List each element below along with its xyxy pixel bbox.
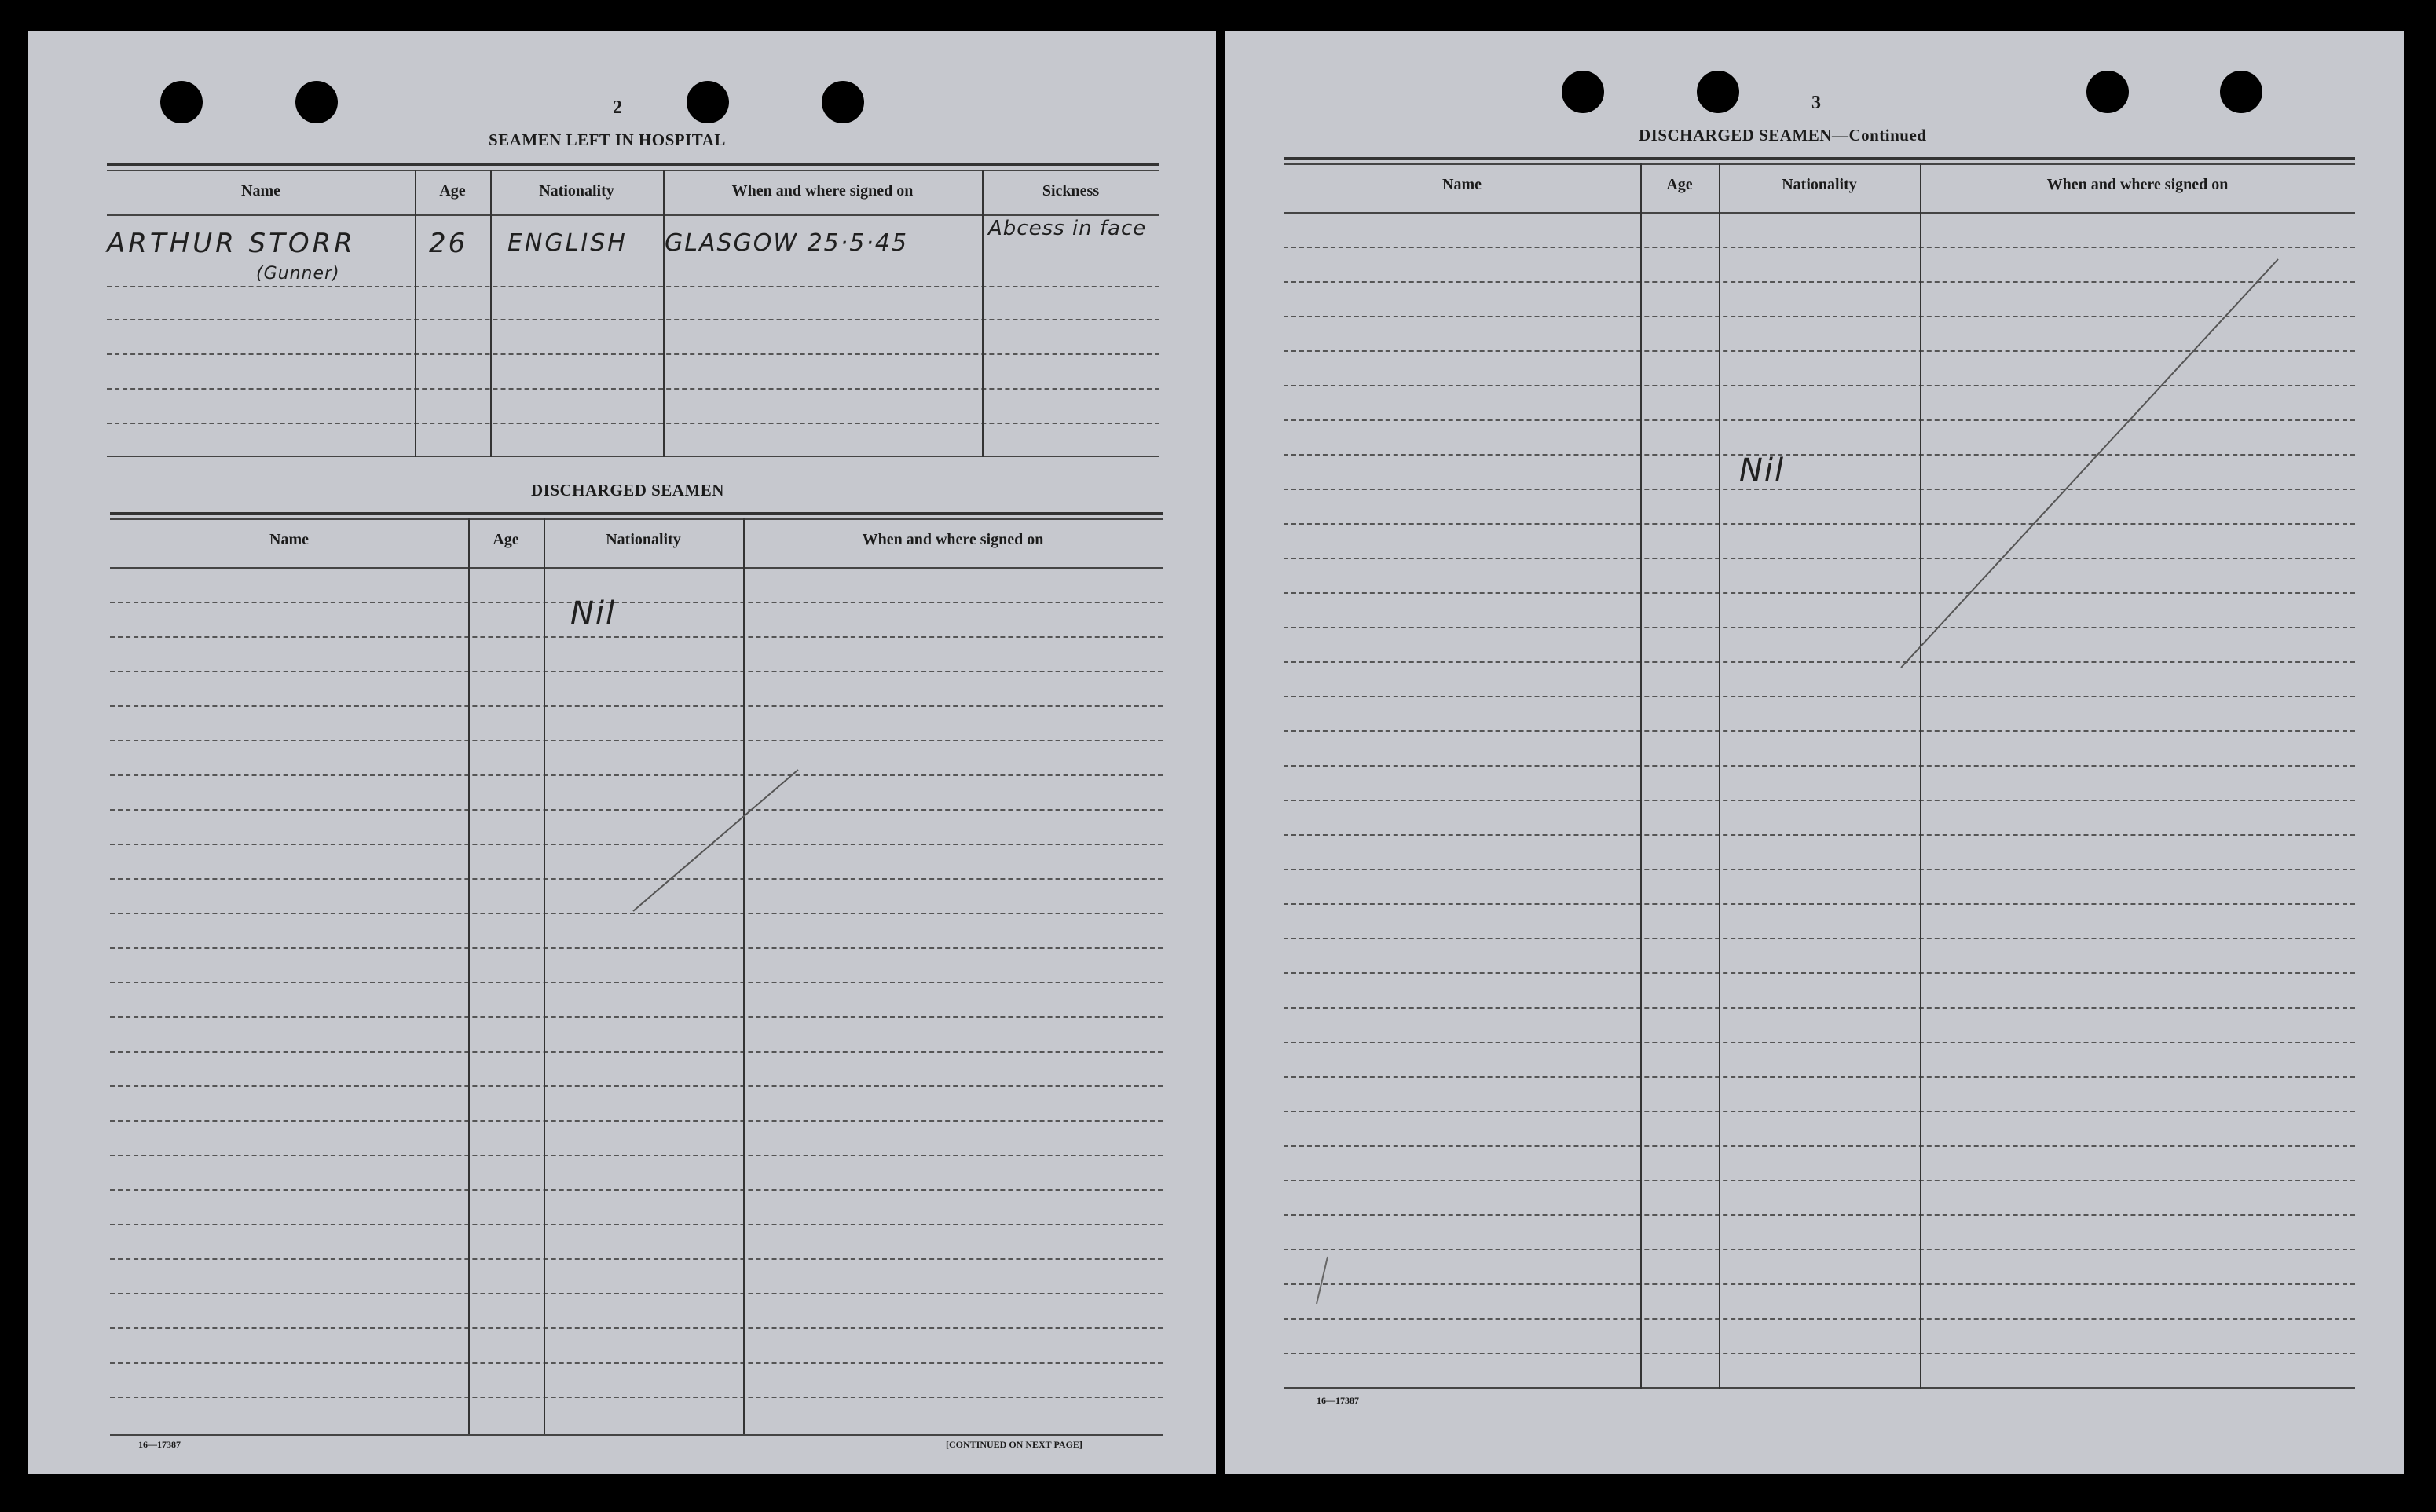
- form-number: 16—17387: [1317, 1395, 1359, 1406]
- handwritten-nil: Nil: [570, 595, 617, 632]
- col-header-sickness: Sickness: [1042, 182, 1100, 200]
- col-header-nationality: Nationality: [1782, 176, 1857, 193]
- col-header-nationality: Nationality: [539, 182, 614, 200]
- form-number: 16—17387: [138, 1439, 181, 1450]
- col-header-signed-on: When and where signed on: [2046, 176, 2229, 193]
- seaman-nationality: ENGLISH: [507, 229, 628, 257]
- discharged-continued-title: DISCHARGED SEAMEN—Continued: [1639, 126, 1927, 145]
- cancel-stroke: [1225, 31, 2404, 1474]
- left-page: [28, 31, 1216, 1474]
- discharged-section-title: DISCHARGED SEAMEN: [531, 481, 724, 500]
- col-header-age: Age: [493, 531, 519, 548]
- handwritten-nil: Nil: [1739, 452, 1786, 489]
- col-header-signed-on: When and where signed on: [731, 182, 914, 200]
- page-number: 3: [1811, 93, 1821, 113]
- seaman-name: ARTHUR STORR: [107, 228, 356, 259]
- cancel-stroke: [28, 31, 1216, 1474]
- col-header-name: Name: [269, 531, 309, 548]
- col-header-name: Name: [1442, 176, 1482, 193]
- seaman-rank: (Gunner): [256, 264, 340, 284]
- col-header-signed-on: When and where signed on: [862, 531, 1044, 548]
- col-header-age: Age: [1666, 176, 1693, 193]
- page-number: 2: [613, 97, 622, 118]
- hospital-section-title: SEAMEN LEFT IN HOSPITAL: [489, 130, 726, 149]
- right-page: [1225, 31, 2404, 1474]
- seaman-age: 26: [429, 228, 468, 259]
- continued-note: [CONTINUED ON NEXT PAGE]: [946, 1439, 1082, 1450]
- seaman-sickness: Abcess in face: [988, 217, 1147, 240]
- col-header-age: Age: [439, 182, 466, 200]
- seaman-signed-on: GLASGOW 25·5·45: [665, 229, 909, 257]
- col-header-nationality: Nationality: [606, 531, 681, 548]
- col-header-name: Name: [241, 182, 280, 200]
